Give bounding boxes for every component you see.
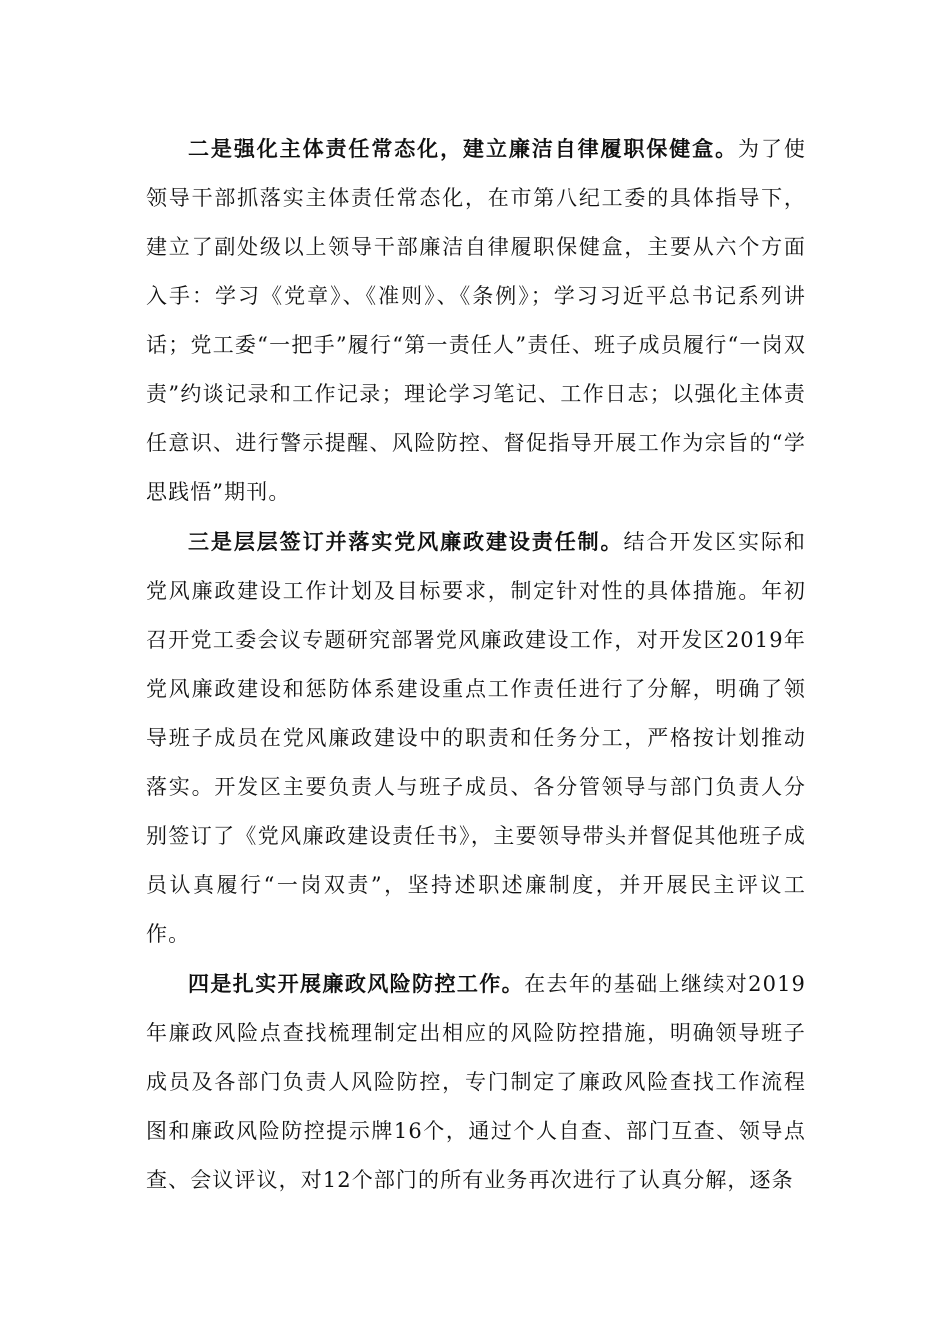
paragraph-heading: 二是强化主体责任常态化，建立廉洁自律履职保健盒。	[188, 136, 739, 161]
paragraph-risk-control	[146, 959, 806, 1205]
paragraph-heading: 四是扎实开展廉政风险防控工作。	[188, 971, 525, 996]
paragraph-text: 为了使领导干部抓落实主体责任常态化，在市第八纪工委的具体指导下，建立了副处级以上领导干部廉洁自律履职保健盒，主要从六个方面入手：学习《党章》、《准则》、《条例》；学习习近平总书记系列讲话；党工委“一把手”履行“第一责任人”责任、班子成员履行“一岗双责”约谈记录和工作记录；理论学习笔记、工作日志；以强化主体责任意识、进行警示提醒、风险防控、督促指导开展工作为宗旨的“学思践悟”期刊。	[146, 137, 806, 504]
paragraph-main-responsibility	[146, 124, 806, 517]
document-body	[146, 124, 806, 1205]
paragraph-responsibility-system	[146, 517, 806, 959]
paragraph-heading: 三是层层签订并落实党风廉政建设责任制。	[188, 529, 624, 554]
paragraph-text: 在去年的基础上继续对2019年廉政风险点查找梳理制定出相应的风险防控措施，明确领导班子成员及各部门负责人风险防控，专门制定了廉政风险查找工作流程图和廉政风险防控提示牌16个，通过个人自查、部门互查、领导点查、会议评议，对12个部门的所有业务再次进行了认真分解，逐条	[146, 972, 806, 1192]
paragraph-text: 结合开发区实际和党风廉政建设工作计划及目标要求，制定针对性的具体措施。年初召开党工委会议专题研究部署党风廉政建设工作，对开发区2019年党风廉政建设和惩防体系建设重点工作责任进行了分解，明确了领导班子成员在党风廉政建设中的职责和任务分工，严格按计划推动落实。开发区主要负责人与班子成员、各分管领导与部门负责人分别签订了《党风廉政建设责任书》，主要领导带头并督促其他班子成员认真履行“一岗双责”，坚持述职述廉制度，并开展民主评议工作。	[146, 530, 806, 946]
